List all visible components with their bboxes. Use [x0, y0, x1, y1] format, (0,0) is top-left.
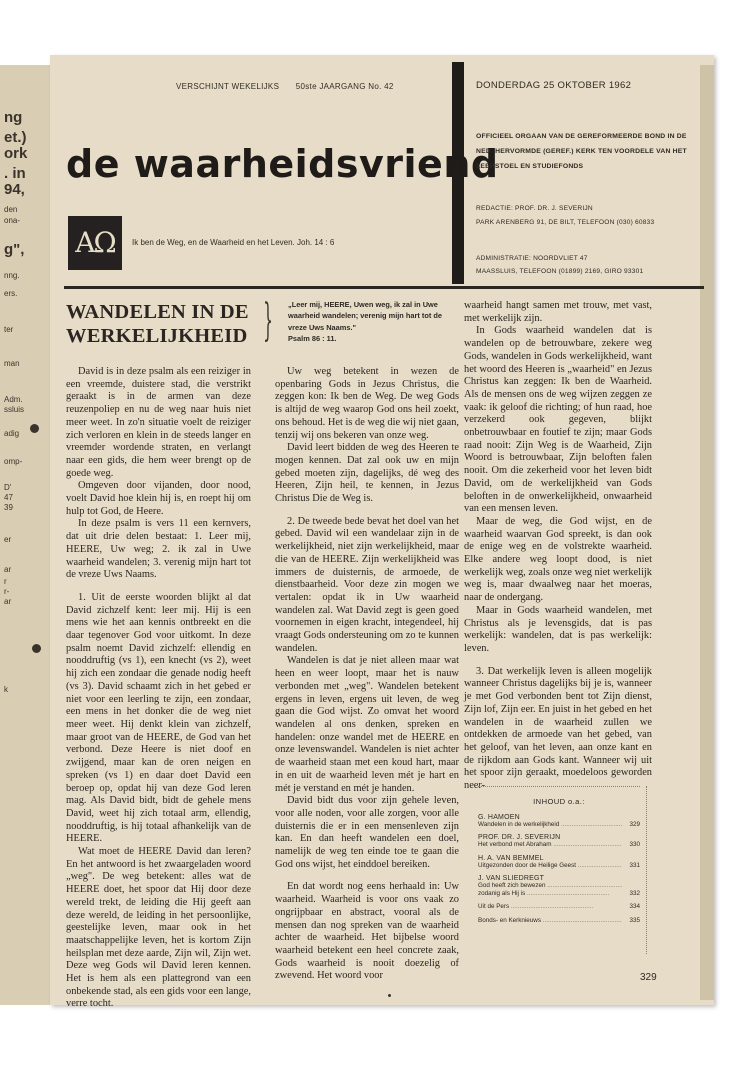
punch-hole [30, 424, 39, 433]
article-column-3 [464, 300, 652, 793]
left-page-fragment: omp- [4, 457, 23, 466]
contents-page-number: 334 [629, 903, 640, 911]
masthead-meta [176, 82, 408, 91]
quote-text: „Leer mij, HEERE, Uwen weg, ik zal in Uwe waarheid wandelen; verenig mijn hart tot de vreze Uws Naams." [288, 300, 443, 332]
masthead-rule [64, 286, 704, 289]
paragraph: Wandelen is dat je niet alleen maar wat heen en weer loopt, maar het is nauw verbonden met „weg". Wandelen betekent ergens in leven, ergens uit leven, de weg gaan die God wijst. Zo omvat het woord wandelen al ons denken, spreken en handelen: onze wandel met de HEERE en onze levenswandel. Wandelen is niet achter de waarheid staan met een koud hart, maar in en uit de waarheid leven mét je hart en mét je verstand en mét je handen. [275, 655, 459, 794]
left-page-fragment: . in [4, 165, 26, 182]
contents-author: J. VAN SLIEDREGT [478, 874, 545, 882]
left-page-fragment: ar [4, 565, 12, 574]
paragraph: Uw weg betekent in wezen de openbaring Gods in Jezus Christus, die zeggen kon: Ik ben de Weg. De weg Gods is altijd de weg waarop God ons heil zoekt, ons behoud. Het is de weg die wij niet gaan, tenzij wij ons bekeren van onze weg. [275, 366, 459, 441]
article-column-2 [275, 366, 459, 983]
left-page-fragment: ers. [4, 289, 18, 298]
volume-label: 50ste JAARGANG No. 42 [295, 82, 394, 91]
contents-line [478, 821, 640, 829]
contents-title-text: zodanig als Hij is ..... [478, 890, 622, 898]
newspaper-title: de waarheidsvriend [66, 142, 499, 186]
left-page-fragment: man [4, 359, 20, 368]
left-page-fragment: Adm. [4, 395, 23, 404]
administration-address [476, 252, 704, 278]
masthead-info [476, 80, 704, 278]
paragraph: David bidt dus voor zijn gehele leven, voor alle noden, voor alle zorgen, voor alle duisternis die er in een mensenleven zijn kan. En dan heeft wandelen een doel, namelijk de weg ten einde toe te gaan die God ons wijst, het einddoel bereiken. [275, 795, 459, 870]
official-organ-text: OFFICIEEL ORGAAN VAN DE GEREFORMEERDE BOND IN DE NED. HERVORMDE (GEREF.) KERK TEN VOORDELE VAN HET LEERSTOEL EN STUDIEFONDS [476, 133, 687, 170]
contents-author: PROF. DR. J. SEVERIJN [478, 834, 561, 842]
left-page-fragment: g", [4, 241, 25, 258]
paragraph: 2. De tweede bede bevat het doel van het gebed. David wil een wandelaar zijn in de werkelijkheid, niet zijn werkelijkheid, maar die van de HEERE. Zijn werkelijkheid was immers de duisternis, de armoede, de dienstbaarheid. Voor deze zin mogen we vertalen: opdat ik in Uw waarheid wandelen zal. Wat David zegt is geen goed voornemen in eigen kracht, integendeel, hij vraagt Gods ondersteuning om zo te kunnen wandelen. [275, 515, 459, 654]
left-page-fragment: ona- [4, 216, 21, 225]
quote-reference: Psalm 86 : 11. [288, 334, 337, 344]
contents-entry [478, 917, 640, 925]
contents-box [478, 786, 640, 954]
contents-title: INHOUD o.a.: [533, 797, 585, 806]
contents-page-number: 331 [629, 861, 640, 869]
contents-author: H. A. VAN BEMMEL [478, 854, 544, 862]
article-headline: WANDELEN IN DE WERKELIJKHEID [66, 301, 249, 347]
contents-entry [478, 814, 640, 829]
contents-line [478, 882, 640, 890]
contents-page-number: 330 [629, 841, 640, 849]
paragraph: David is in deze psalm als een reiziger in een vreemde, duistere stad, die verstrikt geraakt is in de armen van deze reuzenpoliep en nu de weg naar huis niet meer weet. In zo'n situatie voelt de reiziger zich verloren en klein in de steeds langer en vreemder wordende straten, en verlangt naar een gids, die hem weer brengt op de goede weg. [66, 366, 251, 479]
alpha-omega-logo: AΩ [68, 216, 122, 270]
contents-line [478, 890, 640, 898]
previous-page-edge [0, 65, 56, 1005]
editor-line: REDACTIE: PROF. DR. J. SEVERIJN [476, 205, 593, 212]
left-page-fragment: ter [4, 325, 14, 334]
paragraph: 3. Dat werkelijk leven is alleen mogelijk wanneer Christus dagelijks bij je is, wanneer je met God verbonden bent tot Zijn dienst, Zijn lof, Zijn eer. En juist in het gebed en het wandelen in de waarheid zullen we ontdekken de armoede van het gebed, van het geloof, van het leven, aan onze kant en de rijkdom aan Gods kant. Wanneer wij uit het spoor zijn geraakt, moedeloos geworden neer- [464, 665, 652, 792]
left-page-fragment: r- [4, 587, 10, 596]
contents-entry [478, 834, 640, 849]
paragraph: Maar de weg, die God wijst, en de waarheid waarvan God spreekt, is dan ook de enige weg en de volstrekte waarheid. Elke andere weg loopt dood, is niet werkelijk weg, zoals onze weg niet werkelijk weg is, maar dwaalweg naar het moeras, naar de ondergang. [464, 515, 652, 604]
left-page-fragment: 47 [4, 493, 13, 502]
left-page-fragment: ng [4, 109, 23, 126]
left-page-fragment: r [4, 577, 7, 586]
contents-title-text: Bonds- en Kerknieuws ..... [478, 917, 622, 925]
admin-line: ADMINISTRATIE: NOORDVLIET 47 [476, 255, 588, 262]
page-number: 329 [640, 972, 657, 983]
contents-line [478, 903, 640, 911]
contents-line [478, 917, 640, 925]
contents-author: G. HAMOEN [478, 814, 520, 821]
contents-page-number: 332 [629, 890, 640, 898]
paragraph: In Gods waarheid wandelen dat is wandelen op de betrouwbare, zekere weg Gods, wandelen in Gods werkelijkheid, want het woord des Heeren is „waarheid" en Jezus Christus kan zeggen: Ik ben de Waarheid. Als de mensen ons de weg wijzen zeggen ze vaak: ik geloof die richting; of hun raad, hoe verzekerd ook gegeven, blijkt onbetrouwbaar en foutief te zijn; maar Gods raad nooit: Zijn Weg is de Waarheid, Zijn Woord is betrouwbaar, Zijn beloften falen nooit. Om die zekerheid voor het leven bidt David, om de werkelijkheid van Gods beloften in de onwerkelijkheid, onwaarheid van een mensen leven. [464, 325, 652, 515]
frequency-label: VERSCHIJNT WEKELIJKS [176, 82, 280, 91]
binding-mark [388, 994, 391, 997]
contents-entry [478, 903, 640, 911]
contents-border [646, 786, 647, 954]
paragraph: En dat wordt nog eens herhaald in: Uw waarheid. Waarheid is voor ons vaak zo ongrijpbaar en abstract, vooral als de mensen dan nog spreken van de waarheid achter de waarheid. Het bijbelse woord waarheid betekent een heel concrete zaak, Gods waarheid is nooit doezelig of zwevend. Het woord voor [275, 881, 459, 982]
article-column-1 [66, 366, 251, 1011]
left-page-fragment: ork [4, 145, 28, 162]
brace-ornament: } [263, 295, 273, 346]
contents-title-text: Wandelen in de werkelijkheid ..... [478, 821, 622, 829]
left-page-fragment: er [4, 535, 12, 544]
left-page-fragment: ar [4, 597, 12, 606]
left-page-fragment: k [4, 685, 8, 694]
left-page-fragment: 39 [4, 503, 13, 512]
contents-page-number: 329 [629, 821, 640, 828]
left-page-fragment: nng. [4, 271, 20, 280]
left-page-fragment: et.) [4, 129, 27, 146]
paragraph: Wat moet de HEERE David dan leren? En het antwoord is het zwaargeladen woord „weg". De weg betekent: alles wat de HEERE doet, het spoor dat Hij door deze wereld trekt, de leiding die Hij geeft aan deze wereld, de leiding in het persoonlijke, geestelijke leven, maar ook in het maatschappelijke leven, het is kortom Zijn heilsplan met deze aarde, Zijn wil, Zijn wet. Deze weg Gods wil David leren kennen. Het is hem als een plattegrond van een onbekende stad, als een gids voor een lange, verre tocht. [66, 846, 251, 1010]
contents-title-text: Het verbond met Abraham ..... [478, 841, 622, 849]
motto: Ik ben de Weg, en de Waarheid en het Leven. Joh. 14 : 6 [132, 238, 335, 247]
editorial-address [476, 202, 704, 230]
contents-title-text: Uitgezonden door de Heilige Geest ..... [478, 862, 622, 870]
left-page-fragment: D' [4, 483, 12, 492]
paragraph: David leert bidden de weg des Heeren te mogen kennen. Dat zal ook uw en mijn gebed moeten zijn, dagelijks, dé weg des Heeren, Zijn heil, te kennen, in Jezus Christus Die de Weg is. [275, 442, 459, 505]
contents-entry [478, 875, 640, 899]
contents-line [478, 862, 640, 870]
left-page-fragment: 94, [4, 181, 25, 198]
paragraph: Maar in Gods waarheid wandelen, met Christus als je levensgids, dat is pas werkelijk: wandelen, dat is pas werkelijk: leven. [464, 604, 652, 654]
contents-page-number: 335 [629, 916, 640, 924]
contents-title-text: Uit de Pers ..... [478, 903, 622, 911]
issue-date: DONDERDAG 25 OKTOBER 1962 [476, 80, 632, 91]
paragraph: In deze psalm is vers 11 een kernvers, dat uit drie delen bestaat: 1. Leer mij, HEERE, Uw weg; 2. ik zal in Uwe waarheid wandelen; 3. verenig mijn hart tot de vreze Uws Naams. [66, 518, 251, 581]
scripture-quote [288, 299, 458, 345]
admin-address-line: MAASSLUIS, TELEFOON (01899) 2169, GIRO 93301 [476, 268, 644, 275]
left-page-fragment: ssluis [4, 405, 25, 414]
contents-entry [478, 855, 640, 870]
paragraph: Omgeven door vijanden, door nood, voelt David hoe klein hij is, en roept hij om hulp tot God, de Heere. [66, 480, 251, 517]
left-page-fragment: adig [4, 429, 20, 438]
punch-hole [32, 644, 41, 653]
left-page-fragment: den [4, 205, 18, 214]
paragraph: 1. Uit de eerste woorden blijkt al dat David zichzelf kent: leer mij. Hij is een mens wie het aan kennis ontbreekt en die daar tegenover God voor uitkomt. In deze psalm noemt David zichzelf: ellendig en nooddruftig (vs 1), een knecht (vs 2), weet hij zich een zondaar die genade nodig heeft (vs 3). David schaamt zich in het gebed er niet voor een leerling te zijn, een zondaar, een mens in het donker die de weg niet meer weet. Hij denkt klein van zichzelf, maar groot van de HEERE, de God van het verbond. Deze Heere is niet doof en zwijgend, maar kan de oren neigen en spreken (vs 1) en daar doet David een beroep op, opdat hij van deze God leren mag. Als David bidt, bidt de gehele mens David, weet hij zich totaal arm, ellendig, nooddruftig, is hij totaal afhankelijk van de HEERE. [66, 591, 251, 845]
contents-page-number [622, 882, 640, 890]
contents-title-text: God heeft zich bewezen ..... [478, 882, 622, 890]
paragraph: waarheid hangt samen met trouw, met vast, met werkelijk zijn. [464, 300, 652, 324]
editor-address-line: PARK ARENBERG 91, DE BILT, TELEFOON (030) 60833 [476, 219, 655, 226]
contents-line [478, 841, 640, 849]
